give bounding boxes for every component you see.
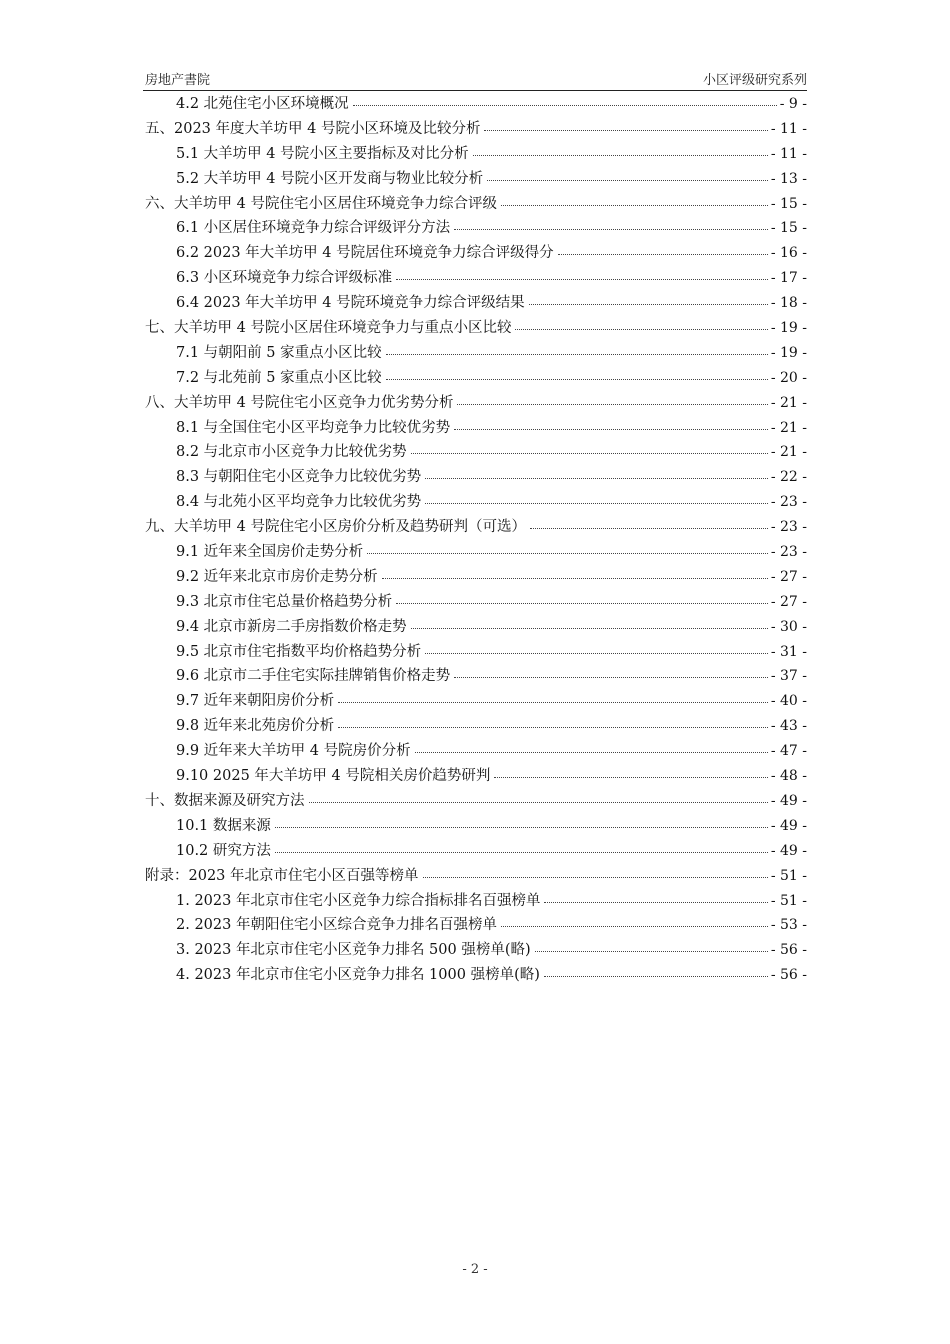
toc-dot-leader	[338, 698, 768, 703]
toc-entry-page: - 49 -	[770, 842, 807, 859]
toc-dot-leader	[367, 549, 768, 554]
toc-entry-page: - 20 -	[770, 369, 807, 386]
toc-entry-title: 7.1 与朝阳前 5 家重点小区比较	[176, 344, 382, 361]
toc-entry-title: 5.2 大羊坊甲 4 号院小区开发商与物业比较分析	[176, 170, 484, 187]
toc-entry-page: - 16 -	[770, 245, 807, 262]
toc-entry-title: 5.1 大羊坊甲 4 号院小区主要指标及对比分析	[176, 145, 469, 162]
toc-section-entry[interactable]	[143, 341, 807, 366]
toc-entry-page: - 21 -	[770, 419, 807, 436]
toc-entry-title: 6.4 2023 年大羊坊甲 4 号院环境竞争力综合评级结果	[176, 295, 525, 312]
toc-dot-leader	[454, 673, 768, 678]
toc-chapter-entry[interactable]	[143, 515, 807, 540]
toc-dot-leader	[411, 624, 768, 629]
toc-entry-title: 9.7 近年来朝阳房价分析	[176, 693, 335, 710]
toc-section-entry[interactable]	[143, 366, 807, 391]
toc-entry-title: 七、大羊坊甲 4 号院小区居住环境竞争力与重点小区比较	[145, 320, 512, 337]
toc-entry-title: 9.1 近年来全国房价走势分析	[176, 544, 364, 561]
toc-entry-title: 六、大羊坊甲 4 号院住宅小区居住环境竞争力综合评级	[145, 195, 497, 212]
toc-entry-page: - 48 -	[770, 768, 807, 785]
toc-section-entry[interactable]	[143, 590, 807, 615]
toc-entry-title: 九、大羊坊甲 4 号院住宅小区房价分析及趋势研判（可选）	[145, 519, 526, 536]
toc-entry-page: - 56 -	[770, 967, 807, 984]
toc-dot-leader	[309, 798, 768, 803]
toc-entry-title: 10.2 研究方法	[176, 842, 271, 859]
toc-entry-page: - 21 -	[770, 444, 807, 461]
toc-entry-title: 9.3 北京市住宅总量价格趋势分析	[176, 593, 393, 610]
toc-section-entry[interactable]	[143, 640, 807, 665]
toc-dot-leader	[454, 225, 768, 230]
toc-entry-title: 6.3 小区环境竞争力综合评级标准	[176, 270, 393, 287]
toc-chapter-entry[interactable]	[143, 864, 807, 889]
toc-dot-leader	[275, 823, 768, 828]
toc-entry-page: - 27 -	[770, 568, 807, 585]
toc-entry-page: - 19 -	[770, 344, 807, 361]
toc-entry-page: - 19 -	[770, 320, 807, 337]
toc-entry-page: - 23 -	[770, 494, 807, 511]
toc-entry-title: 9.10 2025 年大羊坊甲 4 号院相关房价趋势研判	[176, 768, 491, 785]
toc-dot-leader	[386, 350, 768, 355]
toc-entry-page: - 56 -	[770, 942, 807, 959]
toc-section-entry[interactable]	[143, 241, 807, 266]
toc-entry-title: 8.4 与北苑小区平均竞争力比较优劣势	[176, 494, 422, 511]
toc-dot-leader	[529, 300, 768, 305]
toc-entry-page: - 17 -	[770, 270, 807, 287]
page-number: - 2 -	[462, 1262, 488, 1277]
toc-section-entry[interactable]	[143, 963, 807, 988]
toc-dot-leader	[494, 773, 767, 778]
toc-dot-leader	[501, 922, 768, 927]
toc-entry-title: 7.2 与北苑前 5 家重点小区比较	[176, 369, 382, 386]
toc-section-entry[interactable]	[143, 664, 807, 689]
toc-dot-leader	[535, 947, 768, 952]
toc-entry-page: - 47 -	[770, 743, 807, 760]
toc-section-entry[interactable]	[143, 216, 807, 241]
toc-entry-title: 9.9 近年来大羊坊甲 4 号院房价分析	[176, 743, 411, 760]
toc-dot-leader	[396, 599, 768, 604]
toc-entry-page: - 51 -	[770, 867, 807, 884]
toc-chapter-entry[interactable]	[143, 789, 807, 814]
toc-entry-title: 9.4 北京市新房二手房指数价格走势	[176, 618, 407, 635]
toc-dot-leader	[530, 524, 768, 529]
toc-dot-leader	[425, 649, 768, 654]
toc-entry-page: - 23 -	[770, 544, 807, 561]
toc-section-entry[interactable]	[143, 92, 807, 117]
toc-entry-page: - 9 -	[779, 96, 807, 112]
toc-entry-title: 1. 2023 年北京市住宅小区竞争力综合指标排名百强榜单	[176, 892, 541, 909]
toc-entry-page: - 37 -	[770, 668, 807, 685]
toc-entry-page: - 11 -	[770, 120, 807, 137]
toc-dot-leader	[558, 250, 768, 255]
toc-entry-page: - 43 -	[770, 718, 807, 735]
toc-section-entry[interactable]	[143, 440, 807, 465]
page-header	[143, 66, 807, 91]
toc-dot-leader	[423, 873, 768, 878]
toc-section-entry[interactable]	[143, 266, 807, 291]
toc-entry-title: 八、大羊坊甲 4 号院住宅小区竞争力优劣势分析	[145, 394, 454, 411]
toc-entry-title: 6.2 2023 年大羊坊甲 4 号院居住环境竞争力综合评级得分	[176, 245, 554, 262]
header-publisher: 房地产書院	[145, 73, 211, 88]
toc-dot-leader	[473, 151, 768, 156]
toc-section-entry[interactable]	[143, 938, 807, 963]
toc-entry-title: 附录：2023 年北京市住宅小区百强等榜单	[145, 867, 419, 884]
toc-section-entry[interactable]	[143, 739, 807, 764]
toc-entry-title: 4. 2023 年北京市住宅小区竞争力排名 1000 强榜单(略)	[176, 967, 540, 984]
toc-dot-leader	[501, 201, 768, 206]
toc-entry-page: - 31 -	[770, 643, 807, 660]
toc-entry-title: 8.2 与北京市小区竞争力比较优劣势	[176, 444, 407, 461]
toc-entry-title: 3. 2023 年北京市住宅小区竞争力排名 500 强榜单(略)	[176, 942, 531, 959]
toc-dot-leader	[396, 275, 768, 280]
toc-entry-page: - 13 -	[770, 170, 807, 187]
toc-entry-title: 五、2023 年度大羊坊甲 4 号院小区环境及比较分析	[145, 120, 481, 137]
toc-entry-title: 9.5 北京市住宅指数平均价格趋势分析	[176, 643, 422, 660]
toc-dot-leader	[544, 972, 768, 977]
toc-entry-page: - 11 -	[770, 145, 807, 162]
toc-dot-leader	[457, 400, 767, 405]
toc-chapter-entry[interactable]	[143, 391, 807, 416]
toc-dot-leader	[411, 449, 768, 454]
toc-entry-page: - 15 -	[770, 195, 807, 212]
toc-dot-leader	[484, 126, 767, 131]
toc-entry-title: 十、数据来源及研究方法	[145, 792, 305, 809]
toc-section-entry[interactable]	[143, 913, 807, 938]
toc-entry-page: - 40 -	[770, 693, 807, 710]
toc-entry-page: - 22 -	[770, 469, 807, 486]
toc-dot-leader	[353, 101, 777, 106]
toc-section-entry[interactable]	[143, 142, 807, 167]
toc-entry-title: 9.8 近年来北苑房价分析	[176, 718, 335, 735]
toc-section-entry[interactable]	[143, 814, 807, 839]
toc-entry-title: 9.2 近年来北京市房价走势分析	[176, 568, 378, 585]
toc-entry-page: - 23 -	[770, 519, 807, 536]
toc-entry-page: - 53 -	[770, 917, 807, 934]
toc-dot-leader	[454, 425, 768, 430]
toc-dot-leader	[515, 325, 767, 330]
toc-dot-leader	[338, 723, 768, 728]
toc-dot-leader	[415, 748, 768, 753]
table-of-contents	[143, 92, 807, 988]
toc-dot-leader	[544, 898, 767, 903]
toc-section-entry[interactable]	[143, 615, 807, 640]
toc-section-entry[interactable]	[143, 416, 807, 441]
toc-entry-title: 6.1 小区居住环境竞争力综合评级评分方法	[176, 220, 451, 237]
toc-entry-page: - 18 -	[770, 295, 807, 312]
toc-section-entry[interactable]	[143, 540, 807, 565]
toc-section-entry[interactable]	[143, 167, 807, 192]
toc-dot-leader	[425, 499, 768, 504]
toc-dot-leader	[275, 848, 768, 853]
toc-entry-title: 8.1 与全国住宅小区平均竞争力比较优劣势	[176, 419, 451, 436]
header-series-title: 小区评级研究系列	[702, 73, 807, 88]
toc-entry-page: - 49 -	[770, 792, 807, 809]
toc-section-entry[interactable]	[143, 689, 807, 714]
toc-entry-title: 8.3 与朝阳住宅小区竞争力比较优劣势	[176, 469, 422, 486]
toc-entry-page: - 51 -	[770, 892, 807, 909]
toc-section-entry[interactable]	[143, 889, 807, 914]
toc-section-entry[interactable]	[143, 291, 807, 316]
toc-dot-leader	[487, 176, 768, 181]
toc-section-entry[interactable]	[143, 565, 807, 590]
toc-section-entry[interactable]	[143, 839, 807, 864]
toc-dot-leader	[425, 474, 768, 479]
toc-entry-page: - 15 -	[770, 220, 807, 237]
toc-entry-page: - 21 -	[770, 394, 807, 411]
toc-section-entry[interactable]	[143, 714, 807, 739]
toc-section-entry[interactable]	[143, 465, 807, 490]
toc-section-entry[interactable]	[143, 764, 807, 789]
toc-entry-page: - 27 -	[770, 593, 807, 610]
toc-entry-title: 4.2 北苑住宅小区环境概况	[176, 96, 349, 112]
toc-entry-title: 9.6 北京市二手住宅实际挂牌销售价格走势	[176, 668, 451, 685]
toc-entry-title: 10.1 数据来源	[176, 817, 271, 834]
toc-entry-page: - 49 -	[770, 817, 807, 834]
toc-chapter-entry[interactable]	[143, 117, 807, 142]
toc-chapter-entry[interactable]	[143, 192, 807, 217]
toc-entry-page: - 30 -	[770, 618, 807, 635]
toc-entry-title: 2. 2023 年朝阳住宅小区综合竞争力排名百强榜单	[176, 917, 497, 934]
toc-chapter-entry[interactable]	[143, 316, 807, 341]
toc-section-entry[interactable]	[143, 490, 807, 515]
toc-dot-leader	[386, 375, 768, 380]
toc-dot-leader	[382, 574, 768, 579]
